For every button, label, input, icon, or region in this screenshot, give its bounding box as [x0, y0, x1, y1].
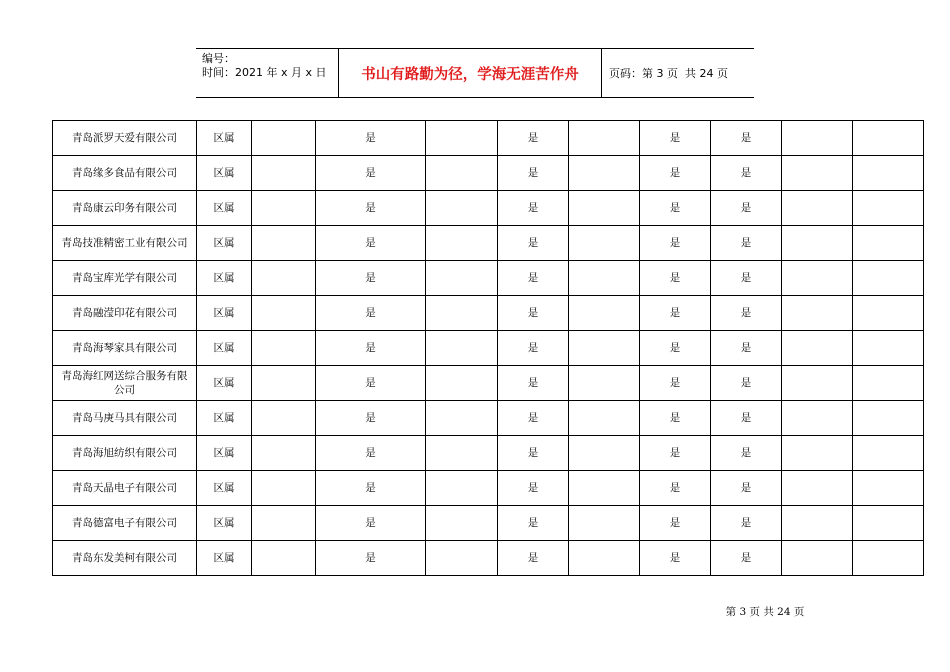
table-cell: [252, 226, 316, 261]
table-row: [53, 366, 924, 401]
table-cell: 是: [640, 261, 711, 296]
table-cell: [782, 541, 853, 576]
affiliation-cell: 区属: [197, 436, 252, 471]
table-cell: [853, 401, 924, 436]
table-cell: [782, 366, 853, 401]
table-cell: [569, 261, 640, 296]
table-row: [53, 156, 924, 191]
affiliation-cell: 区属: [197, 191, 252, 226]
affiliation-cell: 区属: [197, 366, 252, 401]
table-cell: [252, 191, 316, 226]
table-cell: [426, 331, 498, 366]
table-cell: [569, 156, 640, 191]
company-name-cell: 青岛海旭纺织有限公司: [53, 436, 197, 471]
table-cell: [252, 471, 316, 506]
table-cell: 是: [640, 296, 711, 331]
table-cell: 是: [711, 366, 782, 401]
table-cell: 是: [711, 506, 782, 541]
table-cell: 是: [316, 296, 426, 331]
table-cell: 是: [316, 401, 426, 436]
page-footer: 第 3 页 共 24 页: [725, 606, 805, 618]
table-cell: [853, 156, 924, 191]
table-cell: 是: [316, 506, 426, 541]
table-cell: [426, 541, 498, 576]
table-cell: 是: [498, 436, 569, 471]
table-cell: [782, 226, 853, 261]
table-cell: 是: [711, 331, 782, 366]
table-cell: 是: [640, 436, 711, 471]
table-cell: [569, 191, 640, 226]
table-cell: 是: [316, 331, 426, 366]
table-cell: [252, 366, 316, 401]
table-cell: [252, 296, 316, 331]
table-cell: [782, 506, 853, 541]
table-cell: [426, 226, 498, 261]
company-name-cell: 青岛海红网送综合服务有限公司: [53, 366, 197, 401]
table-cell: [569, 331, 640, 366]
table-cell: [426, 366, 498, 401]
table-cell: 是: [640, 331, 711, 366]
table-cell: [853, 506, 924, 541]
table-cell: [853, 436, 924, 471]
table-cell: 是: [711, 191, 782, 226]
company-name-cell: 青岛天晶电子有限公司: [53, 471, 197, 506]
table-cell: 是: [640, 541, 711, 576]
header-motto: 书山有路勤为径，学海无涯苦作舟: [339, 49, 602, 97]
company-name-cell: 青岛派罗天爱有限公司: [53, 121, 197, 156]
company-name-cell: 青岛马庚马具有限公司: [53, 401, 197, 436]
table-cell: 是: [498, 121, 569, 156]
company-name-cell: 青岛康云印务有限公司: [53, 191, 197, 226]
table-row: [53, 226, 924, 261]
table-cell: [569, 401, 640, 436]
table-cell: [426, 436, 498, 471]
table-cell: [569, 471, 640, 506]
table-cell: [569, 366, 640, 401]
affiliation-cell: 区属: [197, 401, 252, 436]
table-cell: [782, 261, 853, 296]
table-cell: [426, 471, 498, 506]
table-cell: 是: [316, 261, 426, 296]
table-cell: [426, 121, 498, 156]
table-cell: 是: [498, 506, 569, 541]
table-row: [53, 121, 924, 156]
table-row: [53, 436, 924, 471]
table-cell: [426, 261, 498, 296]
table-cell: 是: [498, 331, 569, 366]
company-name-cell: 青岛技准精密工业有限公司: [53, 226, 197, 261]
table-cell: [782, 436, 853, 471]
company-name-cell: 青岛东发美柯有限公司: [53, 541, 197, 576]
company-name-cell: 青岛海琴家具有限公司: [53, 331, 197, 366]
table-cell: 是: [316, 156, 426, 191]
table-cell: 是: [711, 156, 782, 191]
table-cell: 是: [640, 191, 711, 226]
table-cell: [853, 331, 924, 366]
table-row: [53, 401, 924, 436]
number-label: 编号：: [202, 52, 235, 65]
table-cell: [853, 471, 924, 506]
table-cell: [782, 296, 853, 331]
company-name-cell: 青岛宝库光学有限公司: [53, 261, 197, 296]
table-cell: [782, 401, 853, 436]
affiliation-cell: 区属: [197, 156, 252, 191]
table-cell: 是: [316, 226, 426, 261]
table-row: [53, 261, 924, 296]
table-cell: [782, 156, 853, 191]
table-cell: [426, 191, 498, 226]
table-cell: [853, 226, 924, 261]
affiliation-cell: 区属: [197, 331, 252, 366]
table-cell: 是: [640, 156, 711, 191]
table-cell: 是: [640, 506, 711, 541]
table-cell: [782, 331, 853, 366]
table-cell: [782, 121, 853, 156]
table-cell: 是: [498, 226, 569, 261]
table-row: [53, 506, 924, 541]
affiliation-cell: 区属: [197, 296, 252, 331]
table-cell: 是: [640, 226, 711, 261]
affiliation-cell: 区属: [197, 261, 252, 296]
table-cell: [426, 296, 498, 331]
table-cell: 是: [498, 296, 569, 331]
company-table: [52, 120, 924, 576]
table-cell: 是: [316, 541, 426, 576]
company-name-cell: 青岛德富电子有限公司: [53, 506, 197, 541]
table-cell: [426, 401, 498, 436]
company-name-cell: 青岛融滢印花有限公司: [53, 296, 197, 331]
table-cell: 是: [498, 401, 569, 436]
table-cell: [426, 156, 498, 191]
table-cell: [569, 296, 640, 331]
table-cell: [252, 331, 316, 366]
table-cell: 是: [316, 436, 426, 471]
table-cell: 是: [498, 471, 569, 506]
table-cell: [853, 366, 924, 401]
table-cell: [853, 191, 924, 226]
table-cell: 是: [498, 156, 569, 191]
table-cell: 是: [711, 436, 782, 471]
table-cell: 是: [316, 121, 426, 156]
table-cell: [569, 506, 640, 541]
affiliation-cell: 区属: [197, 506, 252, 541]
time-label: 时间：2021 年 x 月 x 日: [202, 66, 327, 79]
affiliation-cell: 区属: [197, 541, 252, 576]
table-cell: 是: [711, 121, 782, 156]
table-cell: [426, 506, 498, 541]
header-meta: [196, 49, 339, 97]
table-cell: 是: [498, 261, 569, 296]
table-cell: 是: [498, 541, 569, 576]
document-header: [196, 48, 754, 98]
table-cell: [569, 121, 640, 156]
table-cell: [569, 436, 640, 471]
table-cell: 是: [316, 366, 426, 401]
table-cell: 是: [711, 261, 782, 296]
table-cell: [252, 436, 316, 471]
table-cell: [782, 191, 853, 226]
table-cell: 是: [711, 226, 782, 261]
table-row: [53, 331, 924, 366]
table-cell: 是: [640, 471, 711, 506]
table-cell: [853, 541, 924, 576]
table-cell: [252, 506, 316, 541]
table-cell: 是: [498, 366, 569, 401]
table-cell: [569, 226, 640, 261]
affiliation-cell: 区属: [197, 471, 252, 506]
table-cell: [853, 261, 924, 296]
table-row: [53, 296, 924, 331]
affiliation-cell: 区属: [197, 121, 252, 156]
table-cell: [252, 121, 316, 156]
table-cell: [252, 156, 316, 191]
table-cell: 是: [711, 541, 782, 576]
table-cell: [252, 541, 316, 576]
table-cell: 是: [498, 191, 569, 226]
header-page-info: 页码：第 3 页 共 24 页: [609, 67, 728, 80]
table-row: [53, 471, 924, 506]
table-cell: 是: [640, 366, 711, 401]
table-cell: 是: [711, 471, 782, 506]
table-cell: [853, 296, 924, 331]
table-row: [53, 191, 924, 226]
table-cell: 是: [316, 191, 426, 226]
table-cell: [569, 541, 640, 576]
table-cell: 是: [640, 121, 711, 156]
table-cell: [252, 261, 316, 296]
table-cell: 是: [640, 401, 711, 436]
affiliation-cell: 区属: [197, 226, 252, 261]
table-cell: [782, 471, 853, 506]
table-cell: 是: [711, 401, 782, 436]
table-cell: 是: [711, 296, 782, 331]
table-cell: [252, 401, 316, 436]
company-name-cell: 青岛缘多食品有限公司: [53, 156, 197, 191]
table-cell: [853, 121, 924, 156]
table-cell: 是: [316, 471, 426, 506]
table-row: [53, 541, 924, 576]
